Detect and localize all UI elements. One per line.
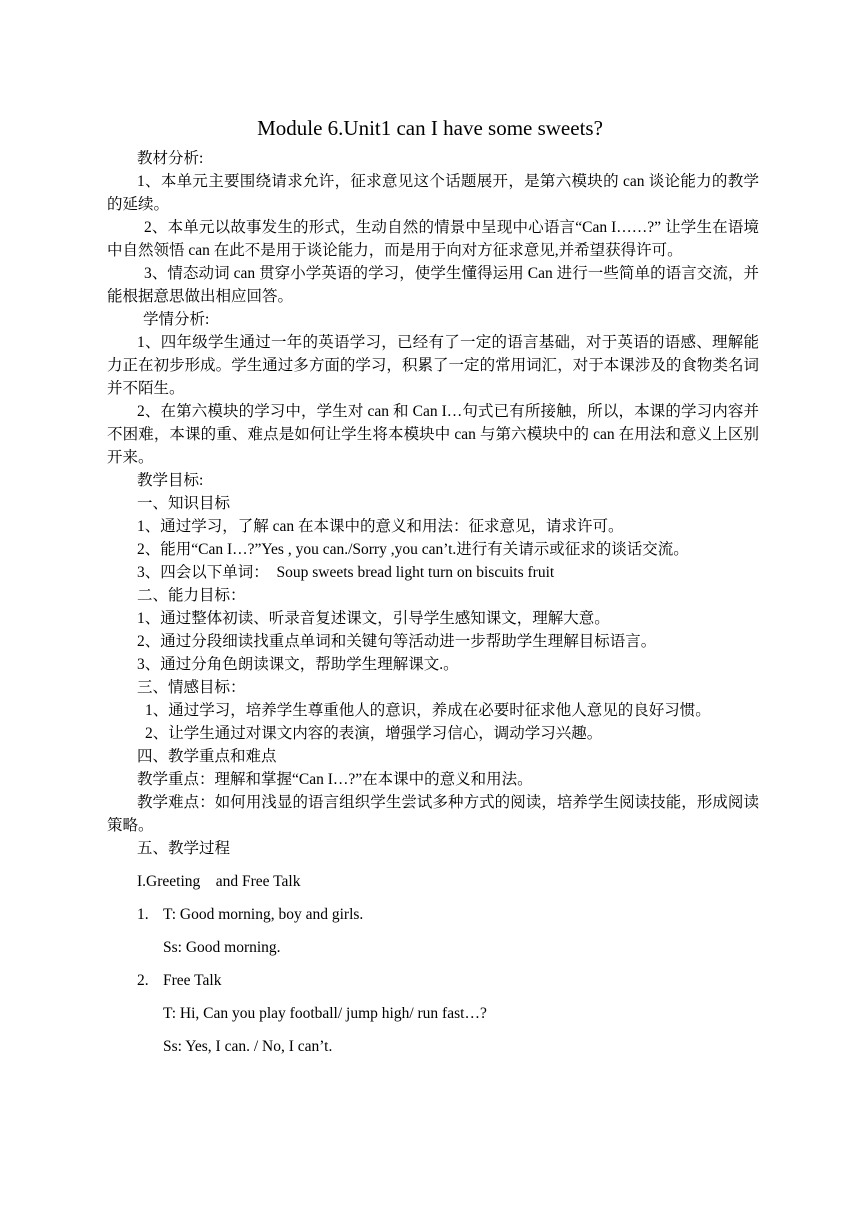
knowledge-point-2: 2、能用“Can I…?”Yes , you can./Sorry ,you can’t.进行有关请示或征求的谈话交流。 bbox=[137, 541, 689, 558]
material-point-1: 1、本单元主要围绕请求允许，征求意见这个话题展开，是第六模块的 can 谈论能力的教学的延续。 bbox=[107, 173, 759, 213]
knowledge-heading: 一、知识目标 bbox=[137, 495, 231, 512]
step-1-teacher-text: T: Good morning, boy and girls. bbox=[163, 906, 364, 923]
ability-point-1: 1、通过整体初读、听录音复述课文，引导学生感知课文，理解大意。 bbox=[137, 610, 610, 627]
step-2-title-line bbox=[107, 969, 759, 992]
emotion-heading: 三、情感目标： bbox=[137, 679, 246, 696]
student-point-1: 1、四年级学生通过一年的英语学习，已经有了一定的语言基础，对于英语的语感、理解能力正在初步形成。学生通过多方面的学习，积累了一定的常用词汇，对于本课涉及的食物类名词并不陌生。 bbox=[107, 334, 759, 397]
ability-heading: 二、能力目标： bbox=[137, 587, 246, 604]
goals-heading: 教学目标: bbox=[137, 472, 204, 489]
material-point-3: 3、情态动词 can 贯穿小学英语的学习，使学生懂得运用 Can 进行一些简单的语言交流，并能根据意思做出相应回答。 bbox=[107, 265, 759, 305]
step-2-number: 2. bbox=[137, 972, 149, 989]
step-1-teacher-line bbox=[107, 903, 759, 926]
step-2-teacher-line: T: Hi, Can you play football/ jump high/ run fast…? bbox=[163, 1005, 487, 1022]
material-point-2: 2、本单元以故事发生的形式，生动自然的情景中呈现中心语言“Can I……?” 让学生在语境中自然领悟 can 在此不是用于谈论能力，而是用于向对方征求意见,并希望获得许可。 bbox=[107, 219, 759, 259]
ability-point-2: 2、通过分段细读找重点单词和关键句等活动进一步帮助学生理解目标语言。 bbox=[137, 633, 657, 650]
difficult-point: 教学难点：如何用浅显的语言组织学生尝试多种方式的阅读，培养学生阅读技能，形成阅读策略。 bbox=[107, 794, 759, 834]
step-2-title-text: Free Talk bbox=[163, 972, 222, 989]
key-heading: 四、教学重点和难点 bbox=[137, 748, 277, 765]
emotion-point-2: 2、让学生通过对课文内容的表演，增强学习信心，调动学习兴趣。 bbox=[145, 725, 603, 742]
process-heading: 五、教学过程 bbox=[137, 840, 231, 857]
step-2-student-line: Ss: Yes, I can. / No, I can’t. bbox=[163, 1038, 333, 1055]
key-point: 教学重点：理解和掌握“Can I…?”在本课中的意义和用法。 bbox=[137, 771, 533, 788]
document-title: Module 6.Unit1 can I have some sweets? bbox=[257, 116, 603, 140]
ability-point-3: 3、通过分角色朗读课文，帮助学生理解课文.。 bbox=[137, 656, 459, 673]
student-heading: 学情分析: bbox=[143, 311, 210, 328]
emotion-point-1: 1、通过学习，培养学生尊重他人的意识，养成在必要时征求他人意见的良好习惯。 bbox=[145, 702, 711, 719]
step-1-student-line: Ss: Good morning. bbox=[163, 939, 281, 956]
document-body bbox=[107, 147, 759, 1058]
student-point-2: 2、在第六模块的学习中，学生对 can 和 Can I…句式已有所接触，所以，本课的学习内容并不困难，本课的重、难点是如何让学生将本模块中 can 与第六模块中的 can 在用法和意义上区别开来。 bbox=[107, 403, 759, 466]
knowledge-point-3: 3、四会以下单词： Soup sweets bread light turn on biscuits fruit bbox=[137, 564, 555, 581]
greeting-heading: I.Greeting and Free Talk bbox=[137, 873, 301, 890]
step-1-number: 1. bbox=[137, 906, 149, 923]
knowledge-point-1: 1、通过学习，了解 can 在本课中的意义和用法：征求意见，请求许可。 bbox=[137, 518, 624, 535]
material-heading: 教材分析: bbox=[137, 150, 204, 167]
